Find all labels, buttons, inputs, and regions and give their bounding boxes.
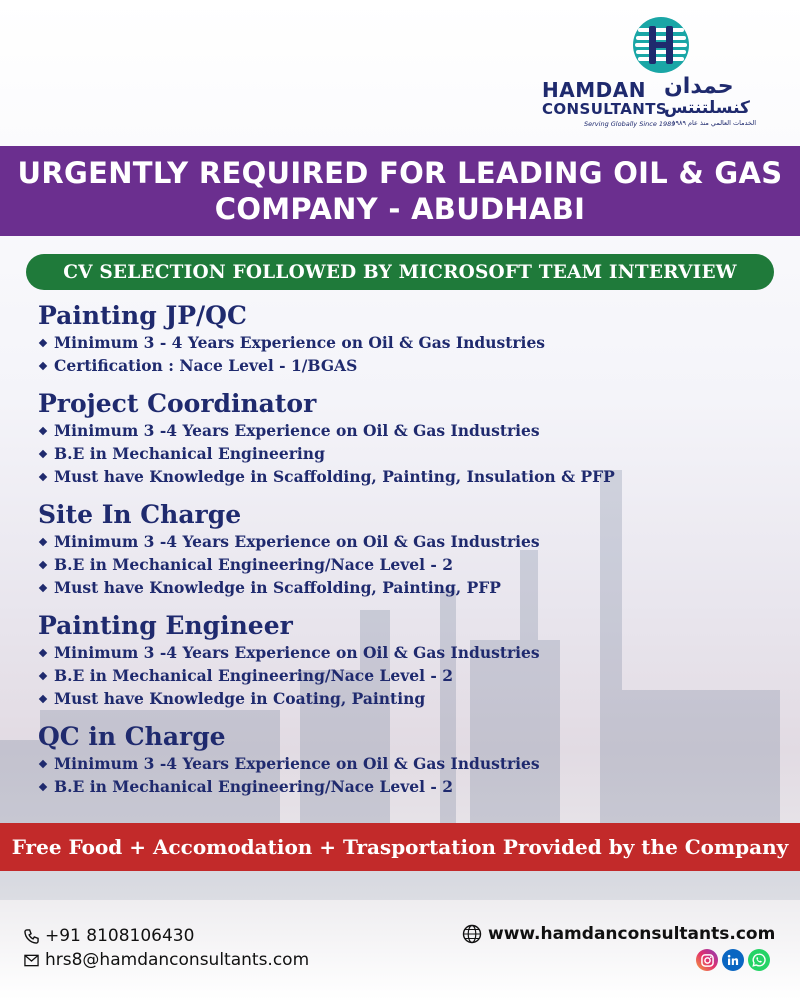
job-project-coordinator [38,388,778,488]
requirement-text: Minimum 3 -4 Years Experience on Oil & Gas Industries [54,643,540,662]
requirement-item [38,576,778,599]
job-qc-in-charge [38,721,778,798]
website-link[interactable] [462,924,775,944]
requirement-text: Minimum 3 -4 Years Experience on Oil & Gas Industries [54,532,540,551]
requirement-item [38,530,778,553]
diamond-bullet-icon [39,361,47,369]
requirement-text: Must have Knowledge in Coating, Painting [54,689,426,708]
requirement-item [38,354,778,377]
globe-icon [462,924,482,944]
logo-name: HAMDAN [542,78,646,102]
whatsapp-icon[interactable] [748,949,770,971]
requirement-item [38,553,778,576]
phone-number: +91 8108106430 [45,926,195,946]
requirement-text: B.E in Mechanical Engineering [54,444,325,463]
logo-subtitle: CONSULTANTS [542,100,668,118]
job-title: Site In Charge [38,500,242,529]
requirement-item [38,419,778,442]
website-url: www.hamdanconsultants.com [488,924,776,944]
job-painting-jp-qc [38,300,778,377]
requirement-text: Must have Knowledge in Scaffolding, Painting, PFP [54,578,501,597]
phone-icon [24,929,39,944]
headline-banner [0,146,800,236]
email-address: hrs8@hamdanconsultants.com [45,950,310,970]
diamond-bullet-icon [39,759,47,767]
job-title: Project Coordinator [38,389,317,418]
requirement-text: Minimum 3 -4 Years Experience on Oil & Gas Industries [54,754,540,773]
job-title: QC in Charge [38,722,226,751]
requirement-item [38,687,778,710]
company-logo [540,16,790,128]
job-title: Painting Engineer [38,611,293,640]
selection-note-text: CV SELECTION FOLLOWED BY MICROSOFT TEAM INTERVIEW [63,261,737,283]
diamond-bullet-icon [39,671,47,679]
diamond-bullet-icon [39,560,47,568]
requirement-item [38,775,778,798]
benefits-text: Free Food + Accomodation + Trasportation Provided by the Company [11,835,789,859]
requirement-text: Minimum 3 - 4 Years Experience on Oil & Gas Industries [54,333,546,352]
diamond-bullet-icon [39,338,47,346]
requirement-text: B.E in Mechanical Engineering/Nace Level - 2 [54,555,454,574]
selection-note-pill [26,254,774,290]
job-painting-engineer [38,610,778,710]
requirement-item [38,664,778,687]
mail-icon [24,954,39,967]
diamond-bullet-icon [39,472,47,480]
benefits-banner [0,823,800,871]
diamond-bullet-icon [39,648,47,656]
diamond-bullet-icon [39,694,47,702]
requirement-text: Certification : Nace Level - 1/BGAS [54,356,358,375]
requirement-item [38,752,778,775]
email-contact[interactable] [24,950,309,970]
requirement-text: B.E in Mechanical Engineering/Nace Level - 2 [54,666,454,685]
job-title: Painting JP/QC [38,301,247,330]
diamond-bullet-icon [39,782,47,790]
phone-contact[interactable] [24,926,194,946]
diamond-bullet-icon [39,426,47,434]
requirement-item [38,331,778,354]
logo-subtitle-arabic: كنسلتنتس [664,98,750,118]
requirement-text: B.E in Mechanical Engineering/Nace Level - 2 [54,777,454,796]
social-links [696,949,770,971]
requirement-item [38,641,778,664]
hamdan-globe-icon [632,16,690,74]
logo-tagline: Serving Globally Since 1989 [584,120,676,128]
requirement-item [38,442,778,465]
linkedin-icon[interactable] [722,949,744,971]
instagram-icon[interactable] [696,949,718,971]
diamond-bullet-icon [39,449,47,457]
job-list [38,300,778,809]
requirement-text: Must have Knowledge in Scaffolding, Painting, Insulation & PFP [54,467,615,486]
diamond-bullet-icon [39,537,47,545]
logo-tagline-arabic: الخدمات العالمي منذ عام ١٩٨٩ [672,119,757,127]
requirement-item [38,465,778,488]
requirement-text: Minimum 3 -4 Years Experience on Oil & Gas Industries [54,421,540,440]
diamond-bullet-icon [39,583,47,591]
logo-name-arabic: حمدان [664,74,734,99]
headline-text: URGENTLY REQUIRED FOR LEADING OIL & GAS COMPANY - ABUDHABI [17,156,783,226]
job-site-in-charge [38,499,778,599]
